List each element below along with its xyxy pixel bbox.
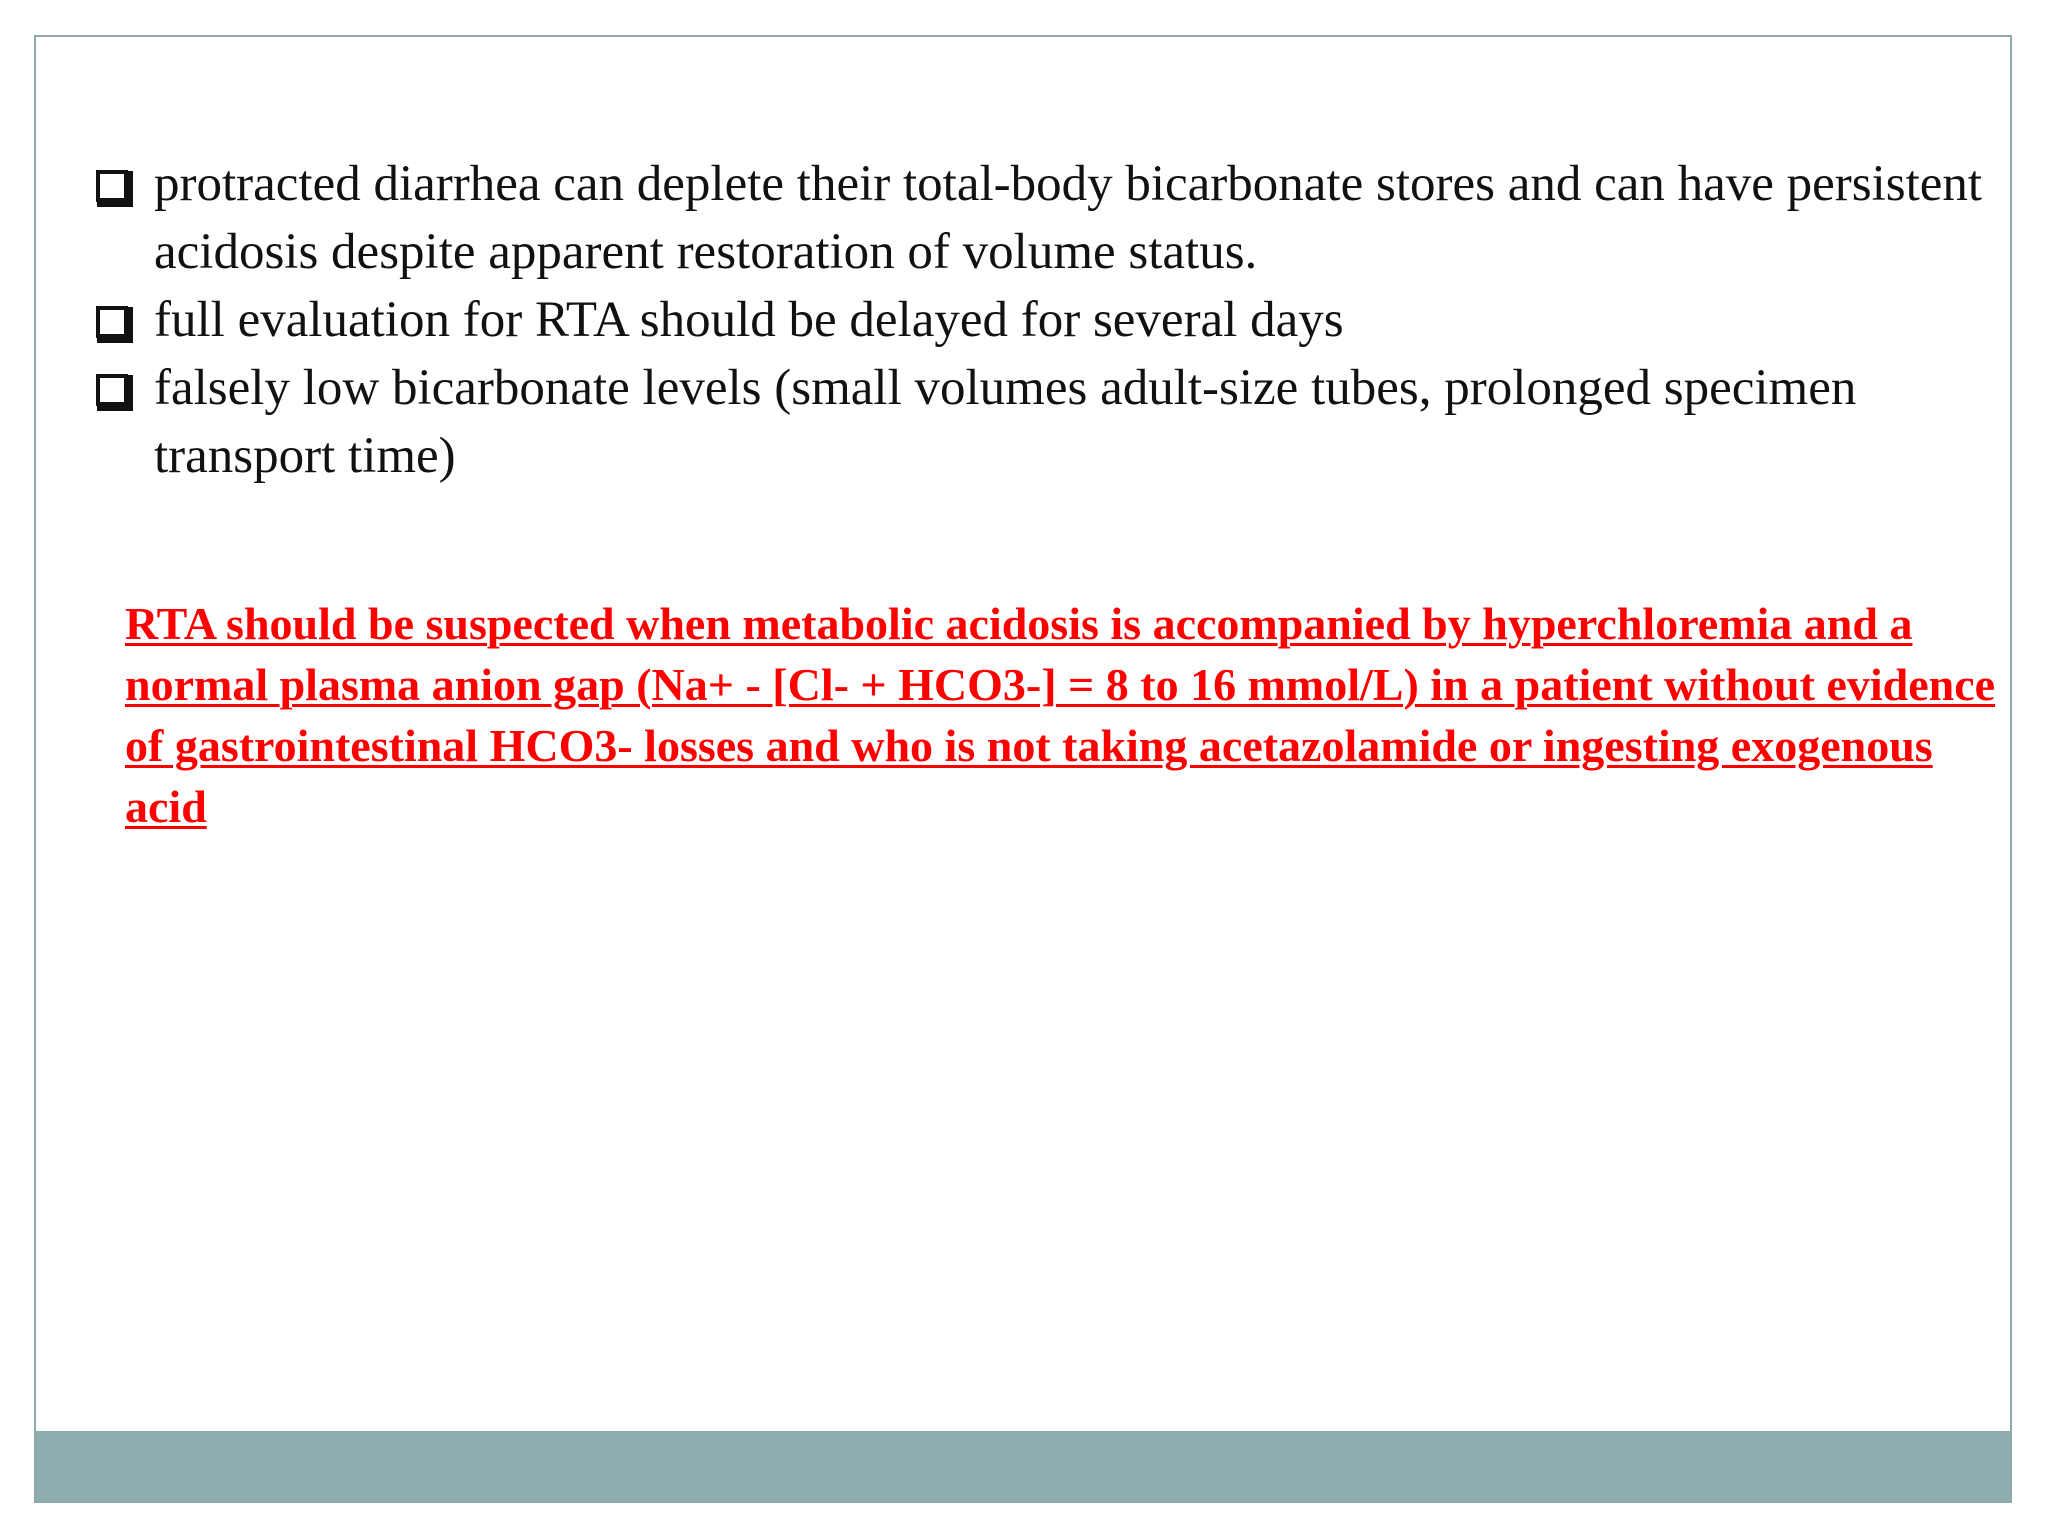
bullet-item-diarrhea [94, 150, 1984, 286]
bullet-item-rta-evaluation [94, 286, 1984, 354]
checkbox-bullet-icon [96, 374, 128, 406]
checkbox-bullet-icon [96, 170, 128, 202]
bullet-text: protracted diarrhea can deplete their total-body bicarbonate stores and can have persistent acidosis despite apparent restoration of volume status. [154, 156, 1983, 280]
rta-definition-note: RTA should be suspected when metabolic acidosis is accompanied by hyperchloremia and a normal plasma anion gap (Na+ - [Cl- + HCO3-] = 8 to 16 mmol/L) in a patient without evidence of gastrointestinal HCO3- losses and who is not taking acetazolamide or ingesting exogenous acid [125, 598, 1996, 832]
bullet-list [94, 150, 1984, 490]
bullet-item-bicarbonate-levels [94, 354, 1984, 490]
bullet-text: falsely low bicarbonate levels (small volumes adult-size tubes, prolonged specimen transport time) [154, 360, 1857, 484]
bullet-text: full evaluation for RTA should be delayed for several days [154, 292, 1344, 348]
slide [34, 35, 2012, 1503]
footer-bar [36, 1431, 2010, 1501]
checkbox-bullet-icon [96, 306, 128, 338]
